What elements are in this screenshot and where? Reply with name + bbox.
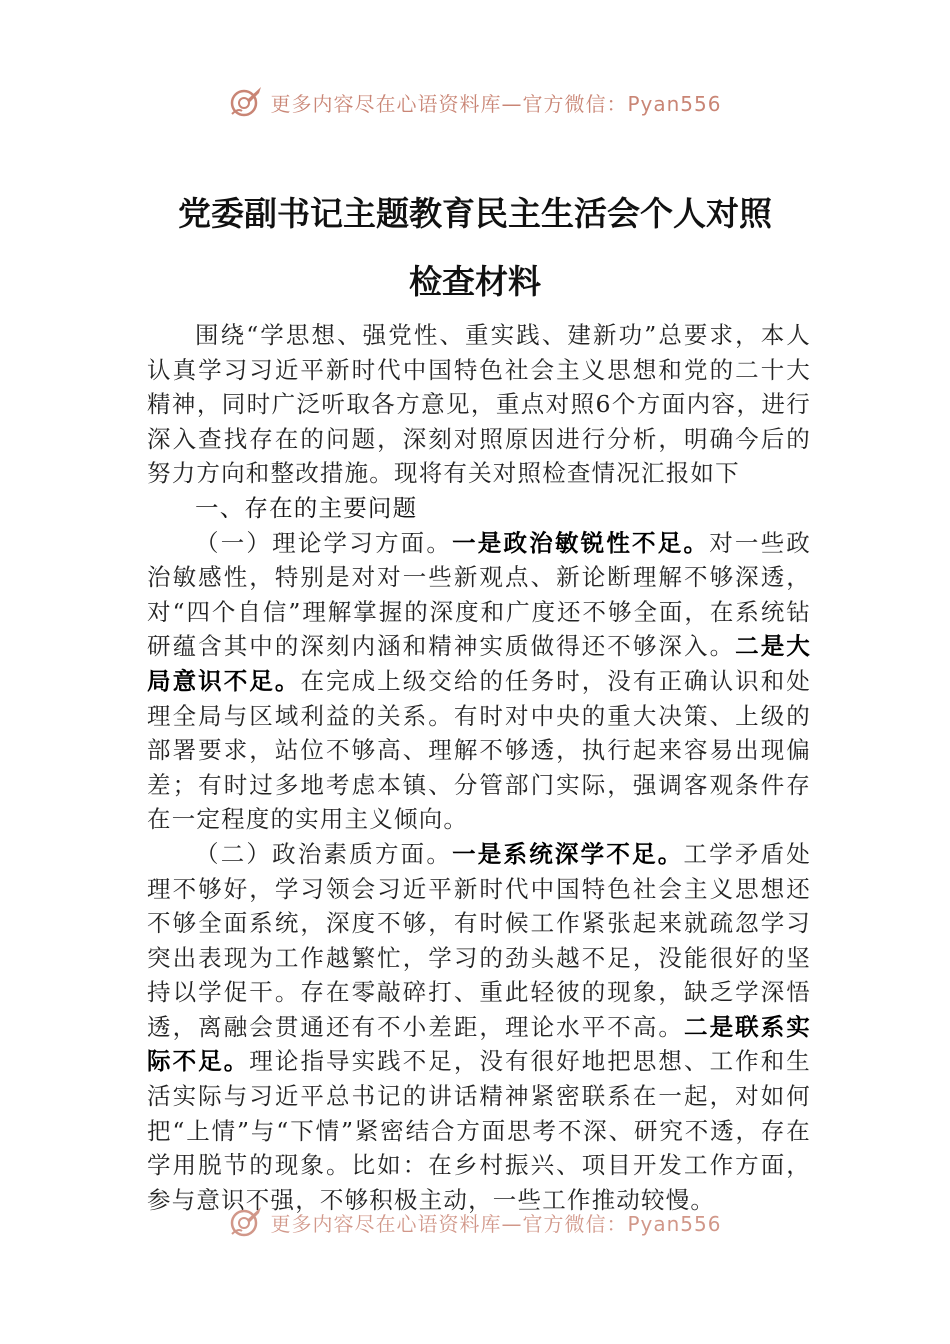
political-quality-paragraph xyxy=(147,837,811,1218)
theory-study-paragraph xyxy=(147,526,811,837)
political-point-1-text: 工学矛盾处理不够好，学习领会习近平新时代中国特色社会主义思想还不够全面系统，深度不够，有时候工作紧张起来就疏忽学习突出表现为工作越繁忙，学习的劲头越不足，没能很好的坚持以学促干。存在零敲碎打、重此轻彼的现象，缺乏学深悟透，离融会贯通还有不小差距，理论水平不高。 xyxy=(147,839,812,1041)
theory-study-lead: （一）理论学习方面。 xyxy=(195,528,453,557)
theory-point-1-title: 一是政治敏锐性不足。 xyxy=(452,528,710,557)
political-point-2-text: 理论指导实践不足，没有很好地把思想、工作和生活实际与习近平总书记的讲话精神紧密联系在一起，对如何把“上情”与“下情”紧密结合方面思考不深、研究不透，存在学用脱节的现象。比如：在乡村振兴、项目开发工作方面，参与意识不强，不够积极主动，一些工作推动较慢。 xyxy=(147,1047,811,1214)
watermark-text: 更多内容尽在心语资料库—官方微信：Pyan556 xyxy=(270,1211,722,1236)
pen-seal-icon xyxy=(228,84,264,120)
theory-point-1-text: 对一些政治敏感性，特别是对对一些新观点、新论断理解不够深透，对“四个自信”理解掌握的深度和广度还不够全面，在系统钻研蕴含其中的深刻内涵和精神实质做得还不够深入。 xyxy=(147,528,812,661)
document-title-line-1: 党委副书记主题教育民主生活会个人对照 xyxy=(178,194,772,233)
document-title-line-2: 检查材料 xyxy=(409,262,541,301)
theory-point-2-text: 在完成上级交给的任务时，没有正确认识和处理全局与区域利益的关系。有时对中央的重大决策、上级的部署要求，站位不够高、理解不够透，执行起来容易出现偏差；有时过多地考虑本镇、分管部门实际，强调客观条件存在一定程度的实用主义倾向。 xyxy=(147,666,812,834)
watermark-text: 更多内容尽在心语资料库—官方微信：Pyan556 xyxy=(270,91,722,116)
theory-point-2-title: 二是大局意识不足。 xyxy=(147,632,811,695)
watermark-footer xyxy=(0,1202,950,1242)
political-quality-lead: （二）政治素质方面。 xyxy=(195,839,453,868)
pen-seal-icon xyxy=(228,1204,264,1240)
section-heading-1: 一、存在的主要问题 xyxy=(195,493,418,522)
intro-paragraph: 围绕“学思想、强党性、重实践、建新功”总要求，本人认真学习习近平新时代中国特色社会主义思想和党的二十大精神，同时广泛听取各方意见，重点对照6个方面内容，进行深入查找存在的问题，深刻对照原因进行分析，明确今后的努力方向和整改措施。现将有关对照检查情况汇报如下 xyxy=(147,321,811,488)
watermark-header xyxy=(0,82,950,122)
political-point-2-title: 二是联系实际不足。 xyxy=(147,1012,812,1076)
document-body xyxy=(147,318,811,1217)
political-point-1-title: 一是系统深学不足。 xyxy=(452,839,684,868)
